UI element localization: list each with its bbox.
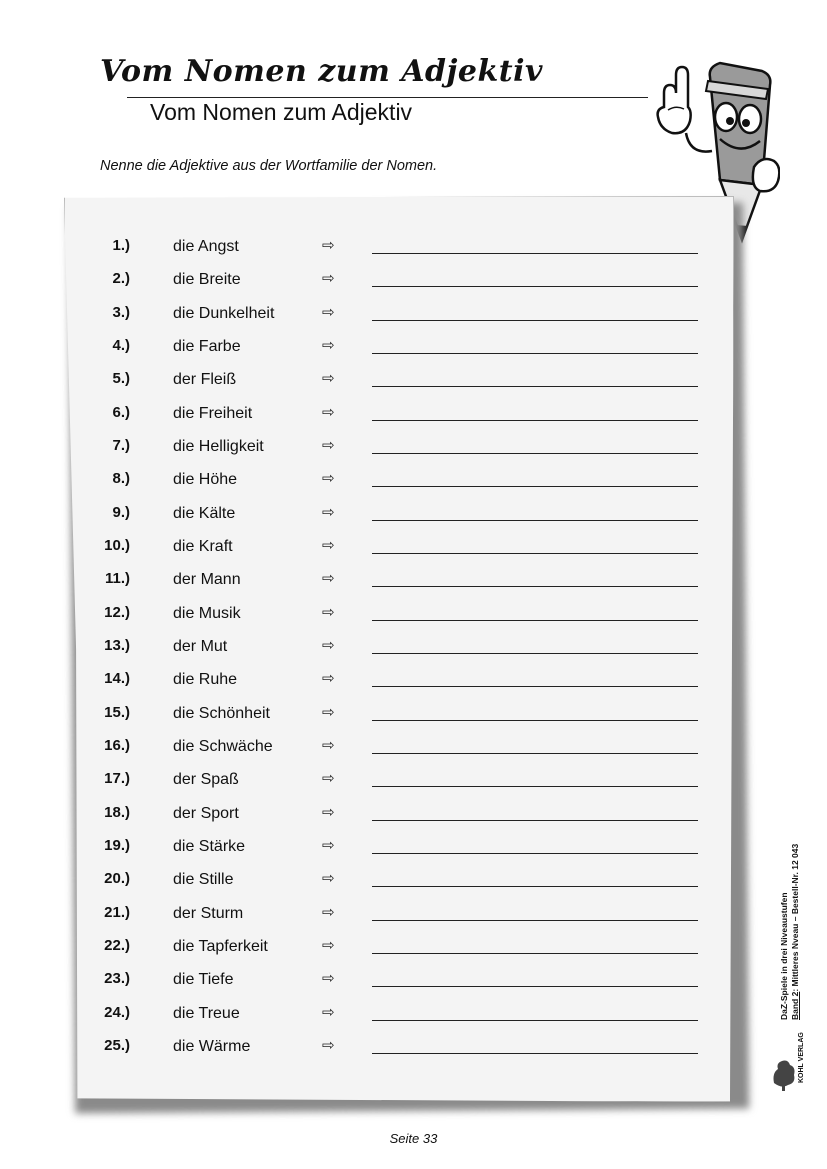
row-number: 14.)	[104, 670, 130, 688]
answer-blank[interactable]	[372, 586, 698, 587]
answer-blank[interactable]	[372, 320, 698, 321]
noun-text: die Kraft	[173, 537, 233, 555]
noun-text: die Höhe	[173, 471, 238, 489]
row-number: 16.)	[104, 736, 130, 754]
answer-blank[interactable]	[372, 720, 698, 721]
exercise-row	[0, 337, 720, 361]
row-number: 2.)	[112, 270, 130, 288]
row-number: 8.)	[112, 470, 130, 488]
instruction-text: Nenne die Adjektive aus der Wortfamilie der Nomen.	[100, 158, 438, 174]
noun-text: die Angst	[173, 238, 239, 255]
answer-blank[interactable]	[372, 653, 698, 654]
noun-text: der Fleiß	[173, 371, 237, 389]
answer-blank[interactable]	[372, 820, 698, 821]
arrow-right-icon: ⇨	[322, 570, 335, 588]
row-number: 13.)	[104, 636, 130, 654]
side-line-1: DaZ-Spiele in drei Niveaustufen	[779, 892, 789, 1020]
publisher-logo-icon	[770, 1023, 798, 1093]
row-number: 19.)	[104, 836, 130, 854]
arrow-right-icon: ⇨	[322, 1036, 335, 1054]
row-number: 3.)	[112, 303, 130, 321]
noun-text: der Sport	[173, 804, 239, 822]
answer-blank[interactable]	[372, 753, 698, 754]
arrow-right-icon: ⇨	[322, 803, 335, 821]
arrow-right-icon: ⇨	[322, 370, 335, 388]
row-number: 6.)	[112, 403, 130, 421]
arrow-right-icon: ⇨	[322, 403, 335, 421]
row-number: 21.)	[104, 903, 130, 921]
answer-blank[interactable]	[372, 386, 698, 387]
exercise-row	[0, 770, 720, 794]
arrow-right-icon: ⇨	[322, 770, 335, 788]
arrow-right-icon: ⇨	[322, 870, 335, 888]
row-number: 25.)	[104, 1036, 130, 1054]
exercise-row	[0, 804, 720, 828]
exercise-row	[0, 370, 720, 394]
exercise-row	[0, 304, 720, 328]
exercise-row	[0, 737, 720, 761]
noun-text: der Mann	[173, 571, 241, 589]
noun-text: die Schwäche	[173, 737, 273, 755]
arrow-right-icon: ⇨	[322, 270, 335, 288]
exercise-row	[0, 437, 720, 461]
noun-text: die Ruhe	[173, 671, 238, 689]
exercise-row	[0, 937, 720, 961]
arrow-right-icon: ⇨	[322, 670, 335, 688]
row-number: 9.)	[112, 503, 130, 521]
answer-blank[interactable]	[372, 953, 698, 954]
exercise-row	[0, 1004, 720, 1028]
noun-text: die Tiefe	[173, 971, 234, 989]
exercise-row	[0, 970, 720, 994]
arrow-right-icon: ⇨	[322, 836, 335, 854]
side-band: Band 2	[790, 991, 800, 1020]
arrow-right-icon: ⇨	[322, 703, 335, 721]
noun-text: die Kälte	[173, 504, 236, 522]
exercise-row	[0, 570, 720, 594]
answer-blank[interactable]	[372, 420, 698, 421]
answer-blank[interactable]	[372, 886, 698, 887]
exercise-row	[0, 504, 720, 528]
noun-text: die Helligkeit	[173, 437, 264, 455]
exercise-row	[0, 237, 720, 261]
noun-text: der Mut	[173, 637, 228, 655]
row-number: 24.)	[104, 1003, 130, 1021]
noun-text: die Schönheit	[173, 704, 270, 722]
row-number: 17.)	[104, 770, 130, 788]
noun-text: die Treue	[173, 1004, 240, 1022]
row-number: 23.)	[104, 970, 130, 988]
row-number: 4.)	[112, 336, 130, 354]
arrow-right-icon: ⇨	[322, 536, 335, 554]
row-number: 15.)	[104, 703, 130, 721]
noun-text: die Breite	[173, 271, 241, 289]
arrow-right-icon: ⇨	[322, 303, 335, 321]
noun-text: die Musik	[173, 604, 241, 622]
exercise-row	[0, 704, 720, 728]
arrow-right-icon: ⇨	[322, 936, 335, 954]
exercise-row	[0, 1037, 720, 1061]
row-number: 10.)	[104, 536, 130, 554]
row-number: 12.)	[104, 603, 130, 621]
answer-blank[interactable]	[372, 453, 698, 454]
exercise-row	[0, 904, 720, 928]
noun-text: die Freiheit	[173, 404, 253, 422]
arrow-right-icon: ⇨	[322, 436, 335, 454]
exercise-row	[0, 404, 720, 428]
answer-blank[interactable]	[372, 853, 698, 854]
exercise-row	[0, 470, 720, 494]
arrow-right-icon: ⇨	[322, 636, 335, 654]
answer-blank[interactable]	[372, 986, 698, 987]
noun-text: die Wärme	[173, 1037, 251, 1055]
side-line-2-rest: : Mittleres Nveau – Bestell-Nr. 12 043	[790, 843, 800, 992]
arrow-right-icon: ⇨	[322, 903, 335, 921]
arrow-right-icon: ⇨	[322, 1003, 335, 1021]
answer-blank[interactable]	[372, 920, 698, 921]
noun-text: die Tapferkeit	[173, 937, 268, 955]
noun-text: die Dunkelheit	[173, 304, 275, 322]
noun-text: die Stille	[173, 871, 234, 889]
answer-blank[interactable]	[372, 686, 698, 687]
publisher-name: KOHL VERLAG	[798, 1032, 805, 1083]
exercise-row	[0, 270, 720, 294]
row-number: 11.)	[104, 570, 130, 588]
arrow-right-icon: ⇨	[322, 970, 335, 988]
row-number: 5.)	[112, 370, 130, 388]
exercise-row	[0, 670, 720, 694]
noun-text: der Sturm	[173, 904, 244, 922]
arrow-right-icon: ⇨	[322, 237, 335, 254]
arrow-right-icon: ⇨	[322, 603, 335, 621]
row-number: 18.)	[104, 803, 130, 821]
noun-text: der Spaß	[173, 771, 239, 789]
side-publication-info	[779, 844, 801, 1020]
arrow-right-icon: ⇨	[322, 503, 335, 521]
noun-text: die Stärke	[173, 837, 246, 855]
arrow-right-icon: ⇨	[322, 736, 335, 754]
arrow-right-icon: ⇨	[322, 470, 335, 488]
exercise-row	[0, 870, 720, 894]
answer-blank[interactable]	[372, 286, 698, 287]
noun-text: die Farbe	[173, 337, 241, 355]
answer-blank[interactable]	[372, 620, 698, 621]
answer-blank[interactable]	[372, 353, 698, 354]
answer-blank[interactable]	[372, 520, 698, 521]
answer-blank[interactable]	[372, 1053, 698, 1054]
row-number: 1.)	[112, 237, 130, 254]
answer-blank[interactable]	[372, 553, 698, 554]
side-line-2	[790, 844, 801, 1020]
exercise-row	[0, 537, 720, 561]
row-number: 7.)	[112, 436, 130, 454]
title-rule	[127, 97, 648, 98]
exercise-row	[0, 637, 720, 661]
answer-blank[interactable]	[372, 786, 698, 787]
row-number: 20.)	[104, 870, 130, 888]
row-number: 22.)	[104, 936, 130, 954]
exercise-row	[0, 604, 720, 628]
exercise-row	[0, 837, 720, 861]
page-number: Seite 33	[389, 1131, 438, 1146]
answer-blank[interactable]	[372, 1020, 698, 1021]
answer-blank[interactable]	[372, 253, 698, 254]
answer-blank[interactable]	[372, 486, 698, 487]
page-title: Vom Nomen zum Adjektiv	[150, 99, 413, 125]
arrow-right-icon: ⇨	[322, 336, 335, 354]
script-title: Vom Nomen zum Adjektiv	[100, 54, 543, 89]
